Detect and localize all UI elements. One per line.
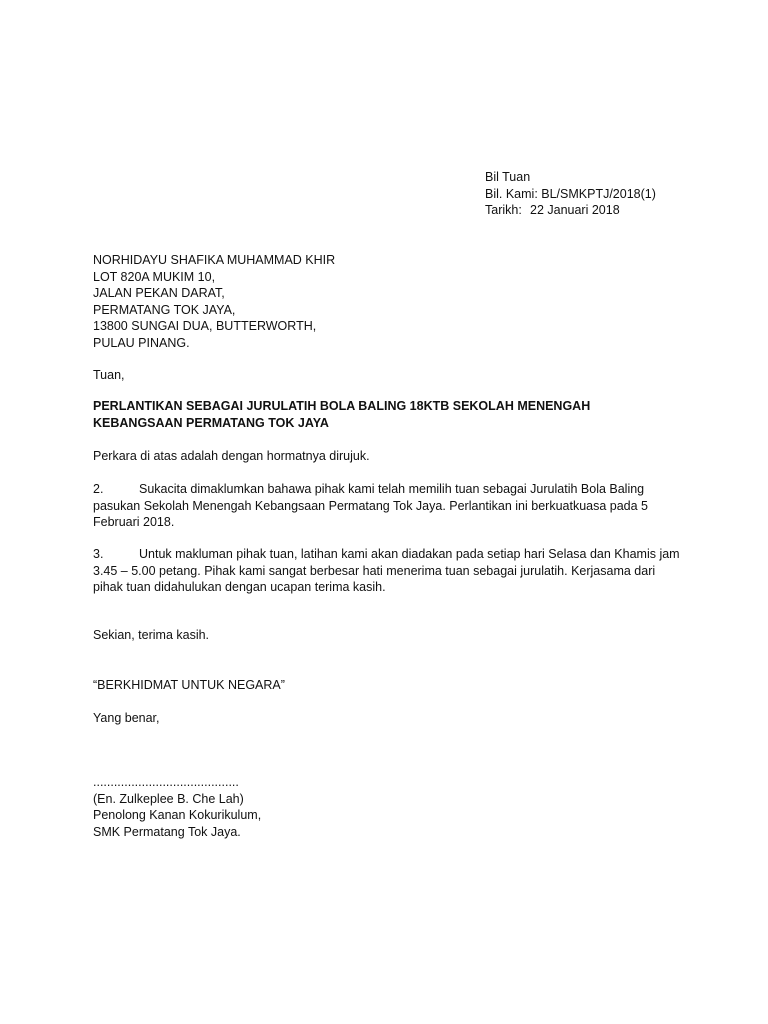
paragraph-number: 3. [93, 547, 104, 561]
address-line: LOT 820A MUKIM 10, [93, 269, 216, 284]
address-line: PERMATANG TOK JAYA, [93, 302, 236, 317]
signatory-name: (En. Zulkeplee B. Che Lah) [93, 791, 244, 806]
paragraph-3 [93, 546, 683, 596]
address-line: PULAU PINANG. [93, 335, 190, 350]
bil-kami: Bil. Kami: BL/SMKPTJ/2018(1) [485, 186, 656, 201]
paragraph-number: 2. [93, 482, 104, 496]
reference-paragraph: Perkara di atas adalah dengan hormatnya dirujuk. [93, 449, 370, 463]
closing-line: Sekian, terima kasih. [93, 628, 210, 642]
tarikh-line [485, 202, 755, 219]
valediction: Yang benar, [93, 711, 160, 725]
tarikh-value: 22 Januari 2018 [530, 203, 620, 217]
motto: “BERKHIDMAT UNTUK NEGARA” [93, 678, 285, 692]
paragraph-2 [93, 481, 683, 531]
letter-subject: PERLANTIKAN SEBAGAI JURULATIH BOLA BALING 18KTB SEKOLAH MENENGAH KEBANGSAAN PERMATANG TOK JAYA [93, 399, 591, 430]
signature-block [93, 774, 261, 840]
paragraph-text: Sukacita dimaklumkan bahawa pihak kami telah memilih tuan sebagai Jurulatih Bola Baling pasukan Sekolah Menengah Kebangsaan Permatang Tok Jaya. Perlantikan ini berkuatkuasa pada 5 Februari 2018. [93, 482, 649, 529]
signatory-title: Penolong Kanan Kokurikulum, [93, 808, 262, 822]
paragraph-text: Untuk makluman pihak tuan, latihan kami akan diadakan pada setiap hari Selasa dan Khamis jam 3.45 – 5.00 petang. Pihak kami sangat berbesar hati menerima tuan sebagai jurulatih. Kerjasama dari pihak tuan didahulukan dengan ucapan terima kasih. [93, 547, 680, 594]
address-line: JALAN PEKAN DARAT, [93, 286, 225, 300]
recipient-address [93, 252, 653, 351]
reference-block [485, 169, 755, 219]
recipient-name: NORHIDAYU SHAFIKA MUHAMMAD KHIR [93, 253, 336, 267]
signatory-school: SMK Permatang Tok Jaya. [93, 824, 241, 839]
tarikh-label: Tarikh: [485, 203, 522, 217]
address-line: 13800 SUNGAI DUA, BUTTERWORTH, [93, 319, 317, 333]
bil-tuan: Bil Tuan [485, 170, 531, 184]
salutation: Tuan, [93, 368, 125, 382]
signature-line: .......................................... [93, 775, 239, 789]
